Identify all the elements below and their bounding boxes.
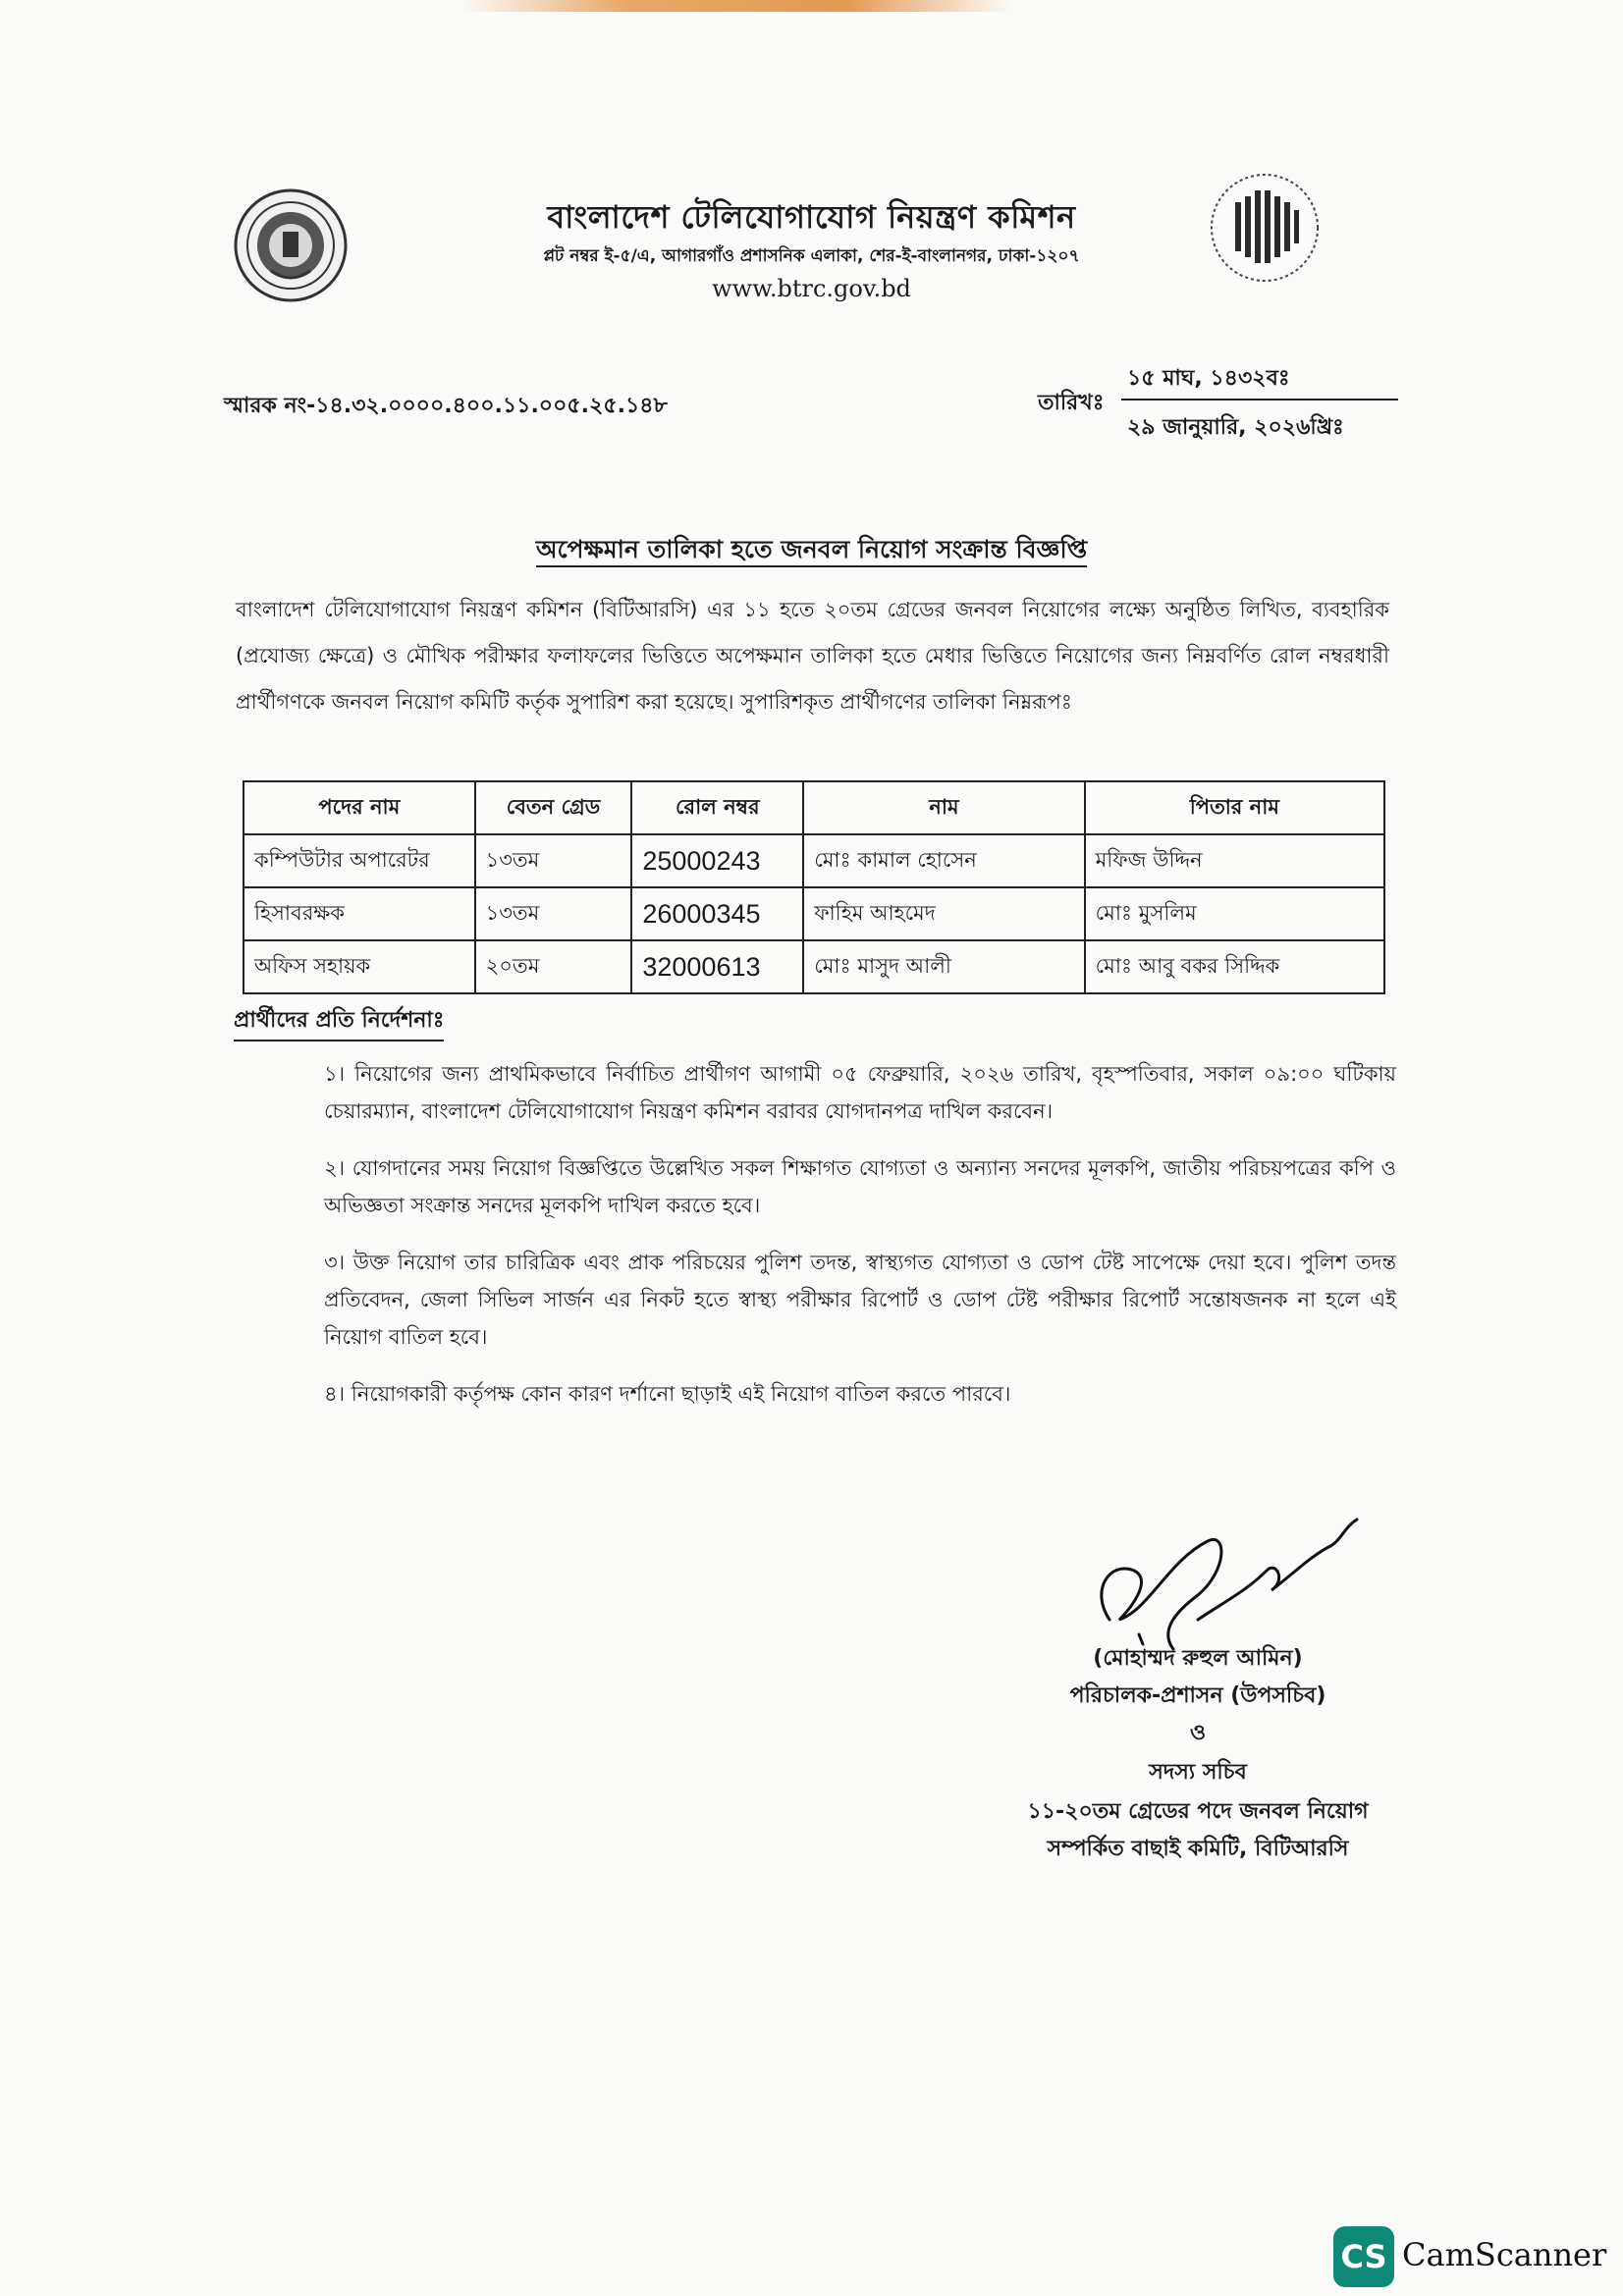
cell-grade: ২০তম [475, 940, 632, 993]
table-header-row [243, 781, 1384, 834]
date-label: তারিখঃ [1038, 391, 1105, 415]
cell-grade: ১৩তম [475, 887, 632, 940]
instructions-heading: প্রার্থীদের প্রতি নির্দেশনাঃ [234, 1003, 444, 1041]
cell-post: অফিস সহায়ক [243, 940, 475, 993]
instruction-item: ২। যোগদানের সময় নিয়োগ বিজ্ঞপ্তিতে উল্লেখিত সকল শিক্ষাগত যোগ্যতা ও অন্যান্য সনদের মূলকপি, জাতীয় পরিচয়পত্রের কপি ও অভিজ্ঞতা সংক্রান্ত সনদের মূলকপি দাখিল করতে হবে। [324, 1156, 1396, 1217]
cell-father-name: মফিজ উদ্দিন [1085, 834, 1384, 887]
signature-image [1080, 1502, 1365, 1664]
signatory-designation: পরিচালক-প্রশাসন (উপসচিব) [1069, 1683, 1326, 1708]
cell-roll: 25000243 [631, 834, 803, 887]
col-header-roll: রোল নম্বর [631, 781, 803, 834]
notice-title: অপেক্ষমান তালিকা হতে জনবল নিয়োগ সংক্রান্ত বিজ্ঞপ্তি [0, 530, 1623, 572]
memo-number: স্মারক নং-১৪.৩২.০০০০.৪০০.১১.০০৫.২৫.১৪৮ [224, 394, 668, 418]
col-header-grade: বেতন গ্রেড [475, 781, 632, 834]
scan-edge-strip [461, 0, 1011, 12]
signatory-committee-line1: ১১-২০তম গ্রেডের পদে জনবল নিয়োগ [1027, 1799, 1369, 1824]
signatory-role: সদস্য সচিব [1149, 1760, 1247, 1785]
instructions-list [324, 1055, 1396, 1432]
cell-father-name: মোঃ মুসলিম [1085, 887, 1384, 940]
instruction-item: ৩। উক্ত নিয়োগ তার চারিত্রিক এবং প্রাক পরিচয়ের পুলিশ তদন্ত, স্বাস্থ্যগত যোগ্যতা ও ডোপ টেষ্ট সাপেক্ষে দেয়া হবে। পুলিশ তদন্ত প্রতিবেদন, জেলা সিভিল সার্জন এর নিকট হতে স্বাস্থ্য পরীক্ষার রিপোর্ট ও ডোপ টেষ্ট পরীক্ষার রিপোর্ট সন্তোষজনক না হলে এই নিয়োগ বাতিল হবে। [324, 1251, 1396, 1349]
cell-roll: 32000613 [631, 940, 803, 993]
organization-website[interactable]: www.btrc.gov.bd [712, 275, 911, 302]
instruction-item: ৪। নিয়োগকারী কর্তৃপক্ষ কোন কারণ দর্শানো ছাড়াই এই নিয়োগ বাতিল করতে পারবে। [324, 1382, 1011, 1406]
col-header-post: পদের নাম [243, 781, 475, 834]
date-divider [1121, 399, 1398, 400]
cell-roll: 26000345 [631, 887, 803, 940]
col-header-name: নাম [803, 781, 1084, 834]
notice-intro: বাংলাদেশ টেলিযোগাযোগ নিয়ন্ত্রণ কমিশন (বিটিআরসি) এর ১১ হতে ২০তম গ্রেডের জনবল নিয়োগের লক্ষ্যে অনুষ্ঠিত লিখিত, ব্যবহারিক (প্রযোজ্য ক্ষেত্রে) ও মৌখিক পরীক্ষার ফলাফলের ভিত্তিতে অপেক্ষমান তালিকা হতে মেধার ভিত্তিতে নিয়োগের জন্য নিম্নবর্ণিত রোল নম্বরধারী প্রার্থীগণকে জনবল নিয়োগ কমিটি কর্তৃক সুপারিশ করা হয়েছে। সুপারিশকৃত প্রার্থীগণের তালিকা নিম্নরূপঃ [236, 598, 1389, 714]
date-gregorian: ২৯ জানুয়ারি, ২০২৬খ্রিঃ [1127, 415, 1344, 440]
organization-address: প্লট নম্বর ই-৫/এ, আগারগাঁও প্রশাসনিক এলাকা, শের-ই-বাংলানগর, ঢাকা-১২০৭ [543, 246, 1080, 266]
camscanner-logo: CS [1333, 2226, 1394, 2287]
organization-name: বাংলাদেশ টেলিযোগাযোগ নিয়ন্ত্রণ কমিশন [547, 198, 1076, 236]
instruction-item: ১। নিয়োগের জন্য প্রাথমিকভাবে নির্বাচিত প্রার্থীগণ আগামী ০৫ ফেব্রুয়ারি, ২০২৬ তারিখ, বৃহস্পতিবার, সকাল ০৯:০০ ঘটিকায় চেয়ারম্যান, বাংলাদেশ টেলিযোগাযোগ নিয়ন্ত্রণ কমিশন বরাবর যোগদানপত্র দাখিল করবেন। [324, 1062, 1396, 1123]
signatory-name: (মোহাম্মদ রুহুল আমিন) [1093, 1646, 1303, 1671]
table-row [243, 887, 1384, 940]
cell-post: হিসাবরক্ষক [243, 887, 475, 940]
camscanner-watermark: CamScanner [1402, 2236, 1607, 2273]
cell-post: কম্পিউটার অপারেটর [243, 834, 475, 887]
table-row [243, 834, 1384, 887]
cell-name: মোঃ মাসুদ আলী [803, 940, 1084, 993]
signatory-conjunction: ও [1189, 1721, 1207, 1745]
cell-grade: ১৩তম [475, 834, 632, 887]
cell-father-name: মোঃ আবু বকর সিদ্দিক [1085, 940, 1384, 993]
col-header-father-name: পিতার নাম [1085, 781, 1384, 834]
candidate-table [243, 780, 1385, 994]
cell-name: ফাহিম আহমেদ [803, 887, 1084, 940]
date-bangla: ১৫ মাঘ, ১৪৩২বঃ [1127, 366, 1290, 391]
cell-name: মোঃ কামাল হোসেন [803, 834, 1084, 887]
table-row [243, 940, 1384, 993]
signatory-committee-line2: সম্পর্কিত বাছাই কমিটি, বিটিআরসি [1047, 1837, 1349, 1861]
